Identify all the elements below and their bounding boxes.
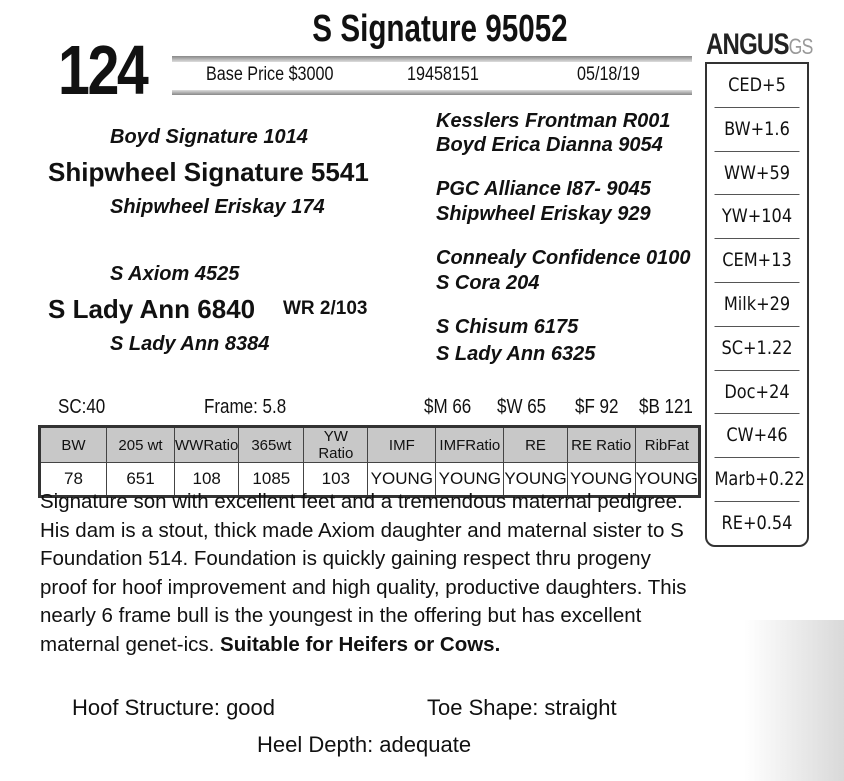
- scrotal-circumference: SC:40: [58, 396, 106, 418]
- dam-sire: S Axiom 4525: [110, 263, 240, 285]
- angus-logo: [706, 28, 813, 62]
- dam-sire-dam: S Cora 204: [436, 272, 540, 294]
- epd-cem: CEM+13: [715, 239, 800, 283]
- index-b: $B 121: [639, 396, 693, 418]
- sire-sire-sire: Kesslers Frontman R001: [436, 110, 671, 132]
- header-rule-bottom: [172, 90, 692, 95]
- header-205wt: 205 wt: [107, 427, 175, 463]
- sire-sire: Boyd Signature 1014: [110, 126, 308, 148]
- epd-re: RE+0.54: [721, 511, 793, 534]
- dam-dam-sire: S Chisum 6175: [436, 316, 579, 338]
- value-ww-ratio: 108: [175, 463, 239, 497]
- dam-weaning-ratio: WR 2/103: [283, 298, 368, 319]
- sire-dam-sire: PGC Alliance I87- 9045: [436, 178, 651, 200]
- value-yw-ratio: 103: [304, 463, 368, 497]
- value-re-ratio: YOUNG: [567, 463, 635, 497]
- index-w: $W 65: [497, 396, 547, 418]
- heel-depth: Heel Depth: adequate: [257, 732, 472, 757]
- header-rib-fat: RibFat: [635, 427, 699, 463]
- dam-dam-dam: S Lady Ann 6325: [436, 343, 596, 365]
- header-imf-ratio: IMFRatio: [436, 427, 504, 463]
- index-m: $M 66: [424, 396, 472, 418]
- sire-dam-dam: Shipwheel Eriskay 929: [436, 203, 651, 225]
- epd-column: [705, 62, 809, 547]
- header-re: RE: [504, 427, 567, 463]
- birth-date: 05/18/19: [577, 64, 640, 85]
- lot-number: 124: [58, 31, 147, 109]
- hoof-structure: Hoof Structure: good: [72, 695, 276, 720]
- value-bw: 78: [40, 463, 107, 497]
- epd-milk: Milk+29: [715, 283, 800, 327]
- value-imf-ratio: YOUNG: [436, 463, 504, 497]
- epd-yw: YW+104: [715, 195, 800, 239]
- epd-marb: Marb+0.22: [715, 458, 800, 502]
- header-re-ratio: RE Ratio: [567, 427, 635, 463]
- logo-main: ANGUS: [706, 28, 789, 61]
- base-price: Base Price $3000: [206, 64, 334, 85]
- header-rule-top: [172, 56, 692, 62]
- logo-suffix: GS: [788, 34, 813, 59]
- corner-shadow: [744, 620, 844, 781]
- header-ww-ratio: WWRatio: [175, 427, 239, 463]
- sire-sire-dam: Boyd Erica Dianna 9054: [436, 134, 663, 156]
- epd-bw: BW+1.6: [715, 108, 800, 152]
- index-f: $F 92: [575, 396, 619, 418]
- value-365wt: 1085: [239, 463, 304, 497]
- dam-sire-sire: Connealy Confidence 0100: [436, 247, 691, 269]
- frame-score: Frame: 5.8: [204, 396, 287, 418]
- header-yw-ratio: YW Ratio: [304, 427, 368, 463]
- description-emphasis: Suitable for Heifers or Cows.: [220, 632, 501, 656]
- registration-number: 19458151: [407, 64, 479, 85]
- dam: S Lady Ann 6840: [48, 294, 256, 324]
- value-re: YOUNG: [504, 463, 567, 497]
- performance-header-row: [40, 427, 700, 463]
- header-imf: IMF: [368, 427, 436, 463]
- value-rib-fat: YOUNG: [635, 463, 699, 497]
- epd-sc: SC+1.22: [715, 327, 800, 371]
- epd-ww: WW+59: [715, 152, 800, 196]
- value-205wt: 651: [107, 463, 175, 497]
- animal-name: S Signature 95052: [312, 8, 568, 50]
- sire-dam: Shipwheel Eriskay 174: [110, 196, 325, 218]
- sire: Shipwheel Signature 5541: [48, 157, 369, 187]
- dam-dam: S Lady Ann 8384: [110, 333, 270, 355]
- epd-doc: Doc+24: [715, 371, 800, 415]
- epd-cw: CW+46: [715, 414, 800, 458]
- value-imf: YOUNG: [368, 463, 436, 497]
- header-bw: BW: [40, 427, 107, 463]
- description: [40, 488, 700, 659]
- header-365wt: 365wt: [239, 427, 304, 463]
- description-text: Signature son with excellent feet and a tremendous maternal pedigree. His dam is a stout, thick made Axiom daughter and maternal sister to S Foundation 514. Foundation is quickly gaining respect thru progeny proof for hoof improvement and high quality, productive daughters. This nearly 6 frame bull is the youngest in the offering but has excellent maternal genet-ics.: [40, 490, 687, 656]
- epd-ced: CED+5: [715, 64, 800, 108]
- toe-shape: Toe Shape: straight: [427, 695, 617, 720]
